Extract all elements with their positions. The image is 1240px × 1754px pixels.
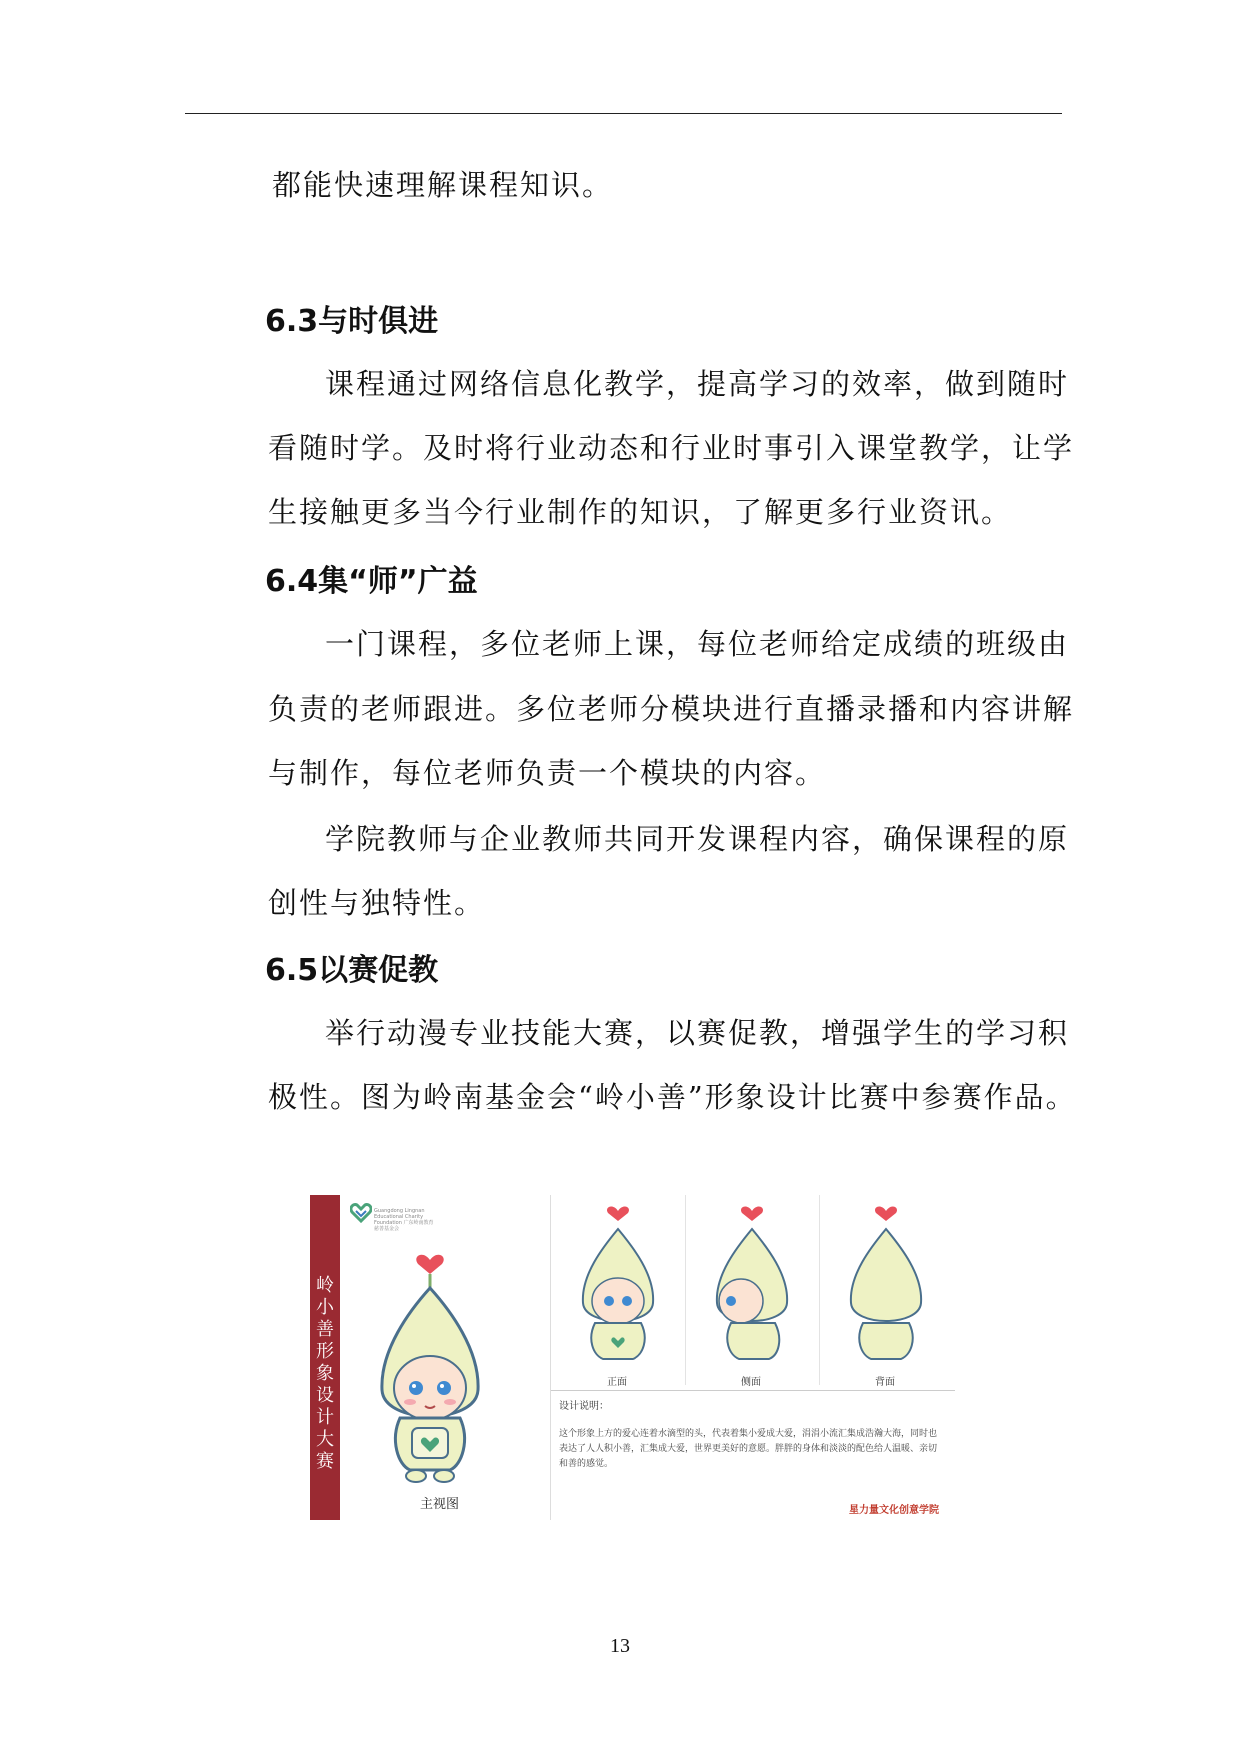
character-front-view (573, 1203, 663, 1371)
side-view-label: 侧面 (741, 1377, 761, 1388)
character-main-view (370, 1250, 490, 1490)
character-back-view (841, 1203, 931, 1371)
header-rule (185, 113, 1062, 114)
character-side-view (707, 1203, 797, 1371)
back-view-label: 背面 (875, 1377, 895, 1388)
paragraph-6-4-line2: 负责的老师跟进。多位老师分模块进行直播录播和内容讲解 (268, 692, 1075, 726)
foundation-logo-text: Guangdong Lingnan Educational Charity Foundation 广东岭南教育慈善基金会 (374, 1208, 434, 1232)
paragraph-6-4-line4: 学院教师与企业教师共同开发课程内容，确保课程的原 (325, 822, 1070, 856)
design-description-body: 这个形象上方的爱心连着水滴型的头，代表着集小爱成大爱，涓涓小流汇集成浩瀚大海，同时也表达了人人积小善，汇集成大爱，世界更美好的意愿。胖胖的身体和淡淡的配色给人温暖、亲切和善的感觉。 (559, 1429, 938, 1469)
paragraph-continuation: 都能快速理解课程知识。 (272, 168, 614, 202)
vertical-title: 岭小善形象设计大赛 (316, 1275, 334, 1472)
paragraph-6-4-line3: 与制作，每位老师负责一个模块的内容。 (268, 756, 827, 790)
view-separator (685, 1195, 686, 1385)
paragraph-6-5-line2: 极性。图为岭南基金会“岭小善”形象设计比赛中参赛作品。 (268, 1080, 1077, 1114)
paragraph-6-3-line1: 课程通过网络信息化教学，提高学习的效率，做到随时 (325, 367, 1070, 401)
paragraph-6-4-line1: 一门课程，多位老师上课，每位老师给定成绩的班级由 (325, 627, 1070, 661)
school-logo: 星力量文化创意学院 (849, 1505, 939, 1516)
design-description (551, 1390, 955, 1521)
paragraph-6-5-line1: 举行动漫专业技能大赛，以赛促教，增强学生的学习积 (325, 1016, 1070, 1050)
views-panel (551, 1195, 955, 1520)
foundation-logo-icon (350, 1203, 372, 1223)
design-description-title: 设计说明： (559, 1401, 609, 1412)
contest-figure (310, 1195, 955, 1520)
front-view-label: 正面 (607, 1377, 627, 1388)
paragraph-6-3-line2: 看随时学。及时将行业动态和行业时事引入课堂教学，让学 (268, 431, 1075, 465)
view-separator (819, 1195, 820, 1385)
paragraph-6-4-line5: 创性与独特性。 (268, 886, 486, 920)
main-view-panel (310, 1195, 545, 1520)
paragraph-6-3-line3: 生接触更多当今行业制作的知识，了解更多行业资讯。 (268, 495, 1013, 529)
heading-6-4: 6.4集“师”广益 (265, 564, 478, 599)
page-number: 13 (610, 1635, 630, 1657)
heading-6-5: 6.5以赛促教 (265, 953, 439, 988)
main-view-label: 主视图 (420, 1497, 460, 1512)
heading-6-3: 6.3与时俱进 (265, 304, 439, 339)
